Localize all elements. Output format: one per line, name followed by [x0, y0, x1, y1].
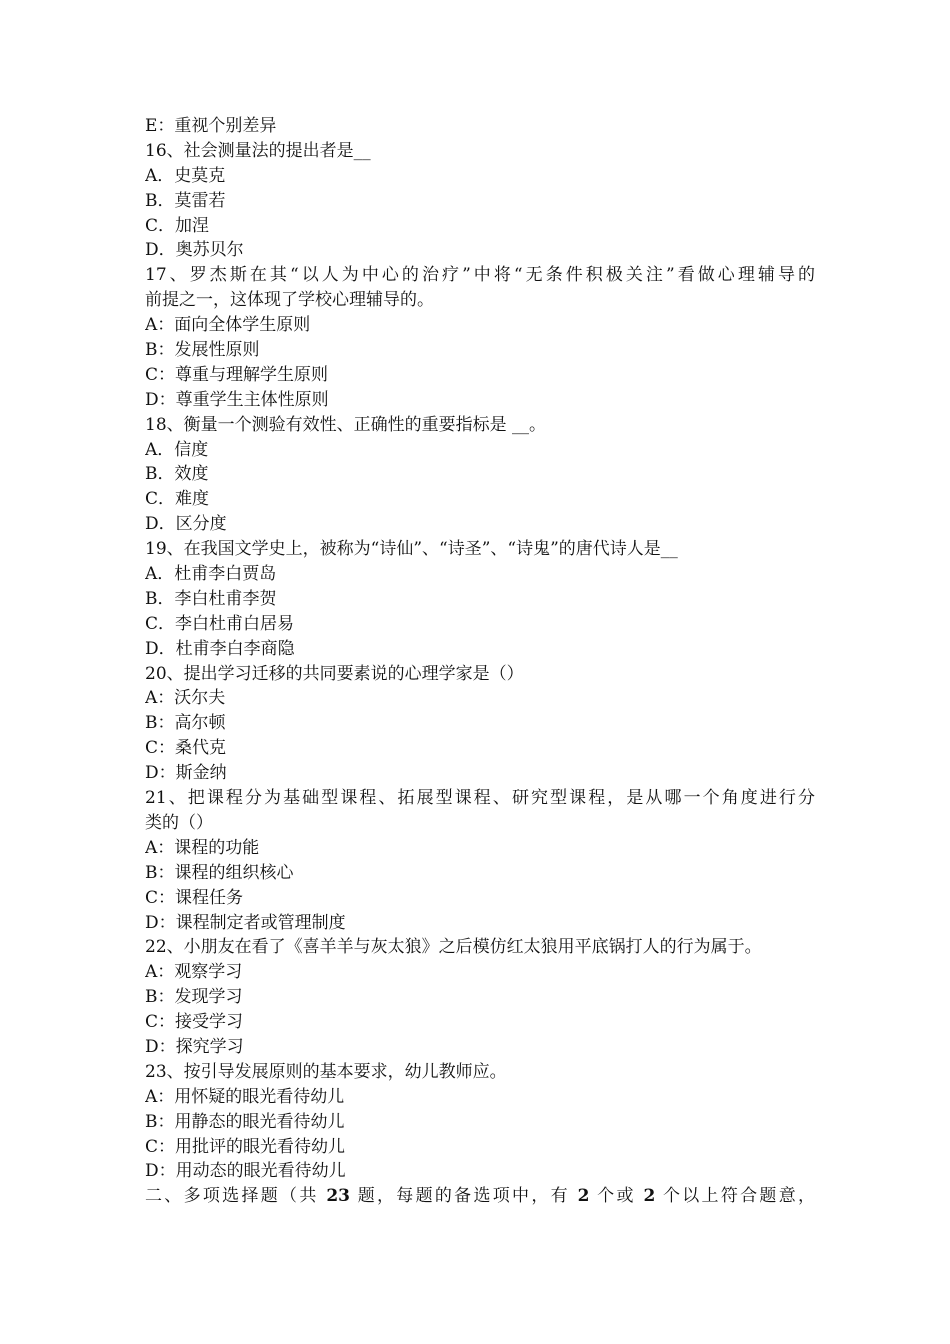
option-line: B．效度 — [145, 464, 209, 485]
question-23: 23、按引导发展原则的基本要求，幼儿教师应。 — [145, 1061, 507, 1082]
section-number-2: 2 — [643, 1186, 656, 1207]
option-line: A：用怀疑的眼光看待幼儿 — [145, 1086, 345, 1107]
option-line: C：接受学习 — [145, 1012, 244, 1033]
question-17-cont: 前提之一，这体现了学校心理辅导的。 — [145, 290, 434, 311]
question-21-cont: 类的（） — [145, 812, 213, 833]
option-line: E：重视个别差异 — [145, 116, 277, 136]
option-line: A．史莫克 — [145, 165, 226, 186]
question-19: 19、在我国文学史上，被称为“诗仙”、“诗圣”、“诗鬼”的唐代诗人是__ — [145, 539, 678, 560]
option-line: C．李白杜甫白居易 — [145, 613, 295, 634]
option-line: D．杜甫李白李商隐 — [145, 638, 295, 659]
option-line: A：沃尔夫 — [145, 688, 226, 709]
section-mid-2: 个或 — [589, 1186, 644, 1207]
section-prefix: 二、多项选择题（共 — [145, 1186, 327, 1207]
option-line: D：尊重学生主体性原则 — [145, 389, 329, 410]
option-line: A：观察学习 — [145, 962, 243, 983]
option-line: A：面向全体学生原则 — [145, 315, 311, 336]
question-22: 22、小朋友在看了《喜羊羊与灰太狼》之后模仿红太狼用平底锅打人的行为属于。 — [145, 937, 762, 958]
section-suffix: 个以上符合题意， — [655, 1186, 815, 1207]
option-line: C．加涅 — [145, 215, 210, 236]
question-21: 21、把课程分为基础型课程、拓展型课程、研究型课程，是从哪一个角度进行分 — [145, 788, 815, 809]
option-line: B：课程的组织核心 — [145, 862, 294, 883]
option-line: B．李白杜甫李贺 — [145, 588, 277, 609]
section-mid-1: 题，每题的备选项中，有 — [350, 1186, 578, 1207]
option-line: B．莫雷若 — [145, 190, 226, 211]
option-line: D：探究学习 — [145, 1036, 244, 1057]
option-line: D：斯金纳 — [145, 763, 227, 784]
option-line: A．杜甫李白贾岛 — [145, 564, 277, 585]
option-line: C：尊重与理解学生原则 — [145, 364, 329, 385]
section-number-1: 2 — [577, 1186, 590, 1207]
question-20: 20、提出学习迁移的共同要素说的心理学家是（） — [145, 663, 524, 684]
option-line: C：用批评的眼光看待幼儿 — [145, 1136, 346, 1157]
option-line: D：用动态的眼光看待幼儿 — [145, 1161, 346, 1182]
option-line: D．奥苏贝尔 — [145, 240, 244, 261]
option-line: C．难度 — [145, 489, 210, 510]
question-16: 16、社会测量法的提出者是__ — [145, 140, 371, 161]
option-line: D．区分度 — [145, 514, 227, 535]
section-heading — [145, 1184, 815, 1209]
option-line: C：课程任务 — [145, 887, 244, 908]
option-line: B：高尔顿 — [145, 713, 226, 734]
option-line: A：课程的功能 — [145, 837, 260, 858]
document-page — [145, 114, 815, 1209]
option-line: B：用静态的眼光看待幼儿 — [145, 1111, 345, 1132]
option-line: D：课程制定者或管理制度 — [145, 912, 346, 933]
section-question-count: 23 — [326, 1186, 350, 1207]
option-line: A．信度 — [145, 439, 209, 460]
question-18: 18、衡量一个测验有效性、正确性的重要指标是 __。 — [145, 414, 547, 435]
option-line: B：发现学习 — [145, 987, 243, 1008]
option-line: B：发展性原则 — [145, 340, 260, 361]
option-line: C：桑代克 — [145, 738, 227, 759]
question-17: 17、罗杰斯在其“以人为中心的治疗”中将“无条件积极关注”看做心理辅导的 — [145, 265, 815, 286]
